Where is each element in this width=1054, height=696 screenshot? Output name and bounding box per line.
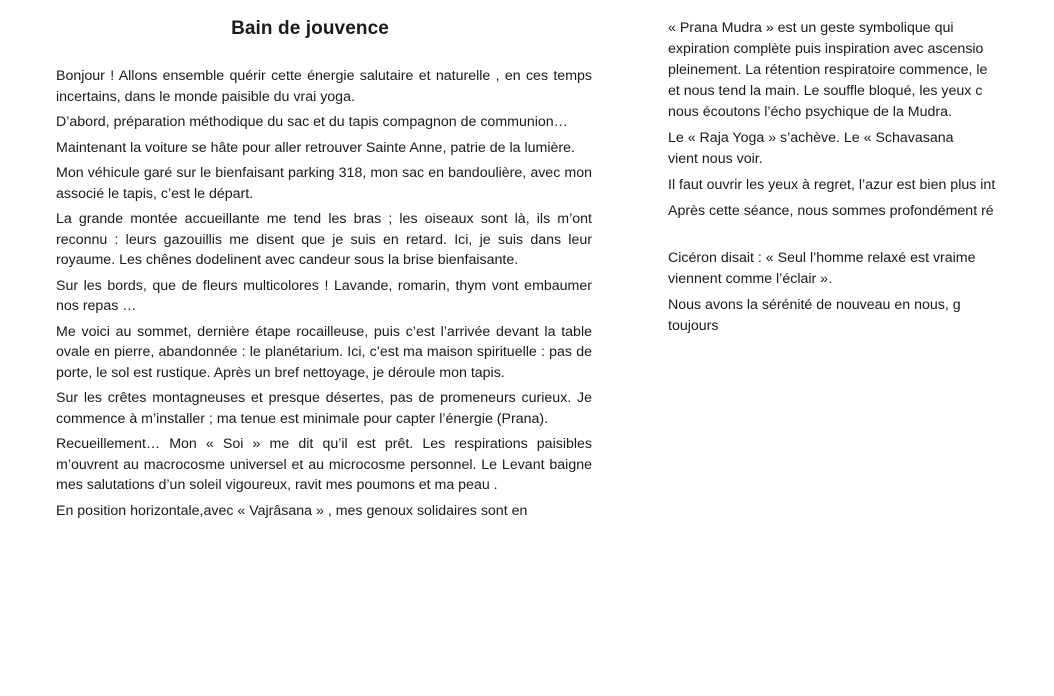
text-line: Nous avons la sérénité de nouveau en nous, g [668, 297, 961, 313]
paragraph: Sur les crêtes montagneuses et presque désertes, pas de promeneurs curieux. Je commence à m’installer ; ma tenue est minimale pour capter l’énergie (Prana). [56, 390, 592, 427]
paragraph: D’abord, préparation méthodique du sac et du tapis compagnon de communion… [56, 114, 568, 130]
paragraph: La grande montée accueillante me tend les bras ; les oiseaux sont là, ils m’ont reconnu : leurs gazouillis me disent que je suis en retard. Ici, je suis dans leur royaume. Les chênes dodelinent avec candeur sous la brise bienfaisante. [56, 211, 592, 268]
text-line: Le « Raja Yoga » s’achève. Le « Schavasana [668, 130, 954, 146]
text-line: pleinement. La rétention respiratoire commence, le [668, 62, 988, 78]
paragraph: Bonjour ! Allons ensemble quérir cette énergie salutaire et naturelle , en ces temps incertains, dans le monde paisible du vrai yoga. [56, 68, 592, 105]
left-text-column [56, 66, 592, 526]
right-page [668, 0, 1054, 696]
right-text-column [668, 18, 1054, 342]
text-line: Après cette séance, nous sommes profondément ré [668, 203, 994, 219]
text-line: Cicéron disait : « Seul l’homme relaxé est vraime [668, 250, 976, 266]
paragraph: Maintenant la voiture se hâte pour aller retrouver Sainte Anne, patrie de la lumière. [56, 139, 575, 156]
text-line: Il faut ouvrir les yeux à regret, l’azur est bien plus int [668, 177, 996, 193]
text-line: expiration complète puis inspiration avec ascensio [668, 41, 984, 57]
paragraph: Me voici au sommet, dernière étape rocailleuse, puis c’est l’arrivée devant la table ovale en pierre, abandonnée : le planétarium. Ici, c’est ma maison spirituelle : pas de porte, le sol est rustique. Après un bref nettoyage, je déroule mon tapis. [56, 323, 592, 381]
text-line: vient nous voir. [668, 151, 763, 167]
text-line: viennent comme l’éclair ». [668, 271, 833, 287]
text-line: et nous tend la main. Le souffle bloqué, les yeux c [668, 83, 983, 99]
paragraph: Recueillement… Mon « Soi » me dit qu’il est prêt. Les respirations paisibles m’ouvrent au macrocosme universel et au microcosme personnel. Le Levant baigne mes salutations d’un soleil vigoureux, ravit mes poumons et ma peau . [56, 436, 592, 493]
document-title: Bain de jouvence [231, 18, 389, 39]
paragraph: Sur les bords, que de fleurs multicolores ! Lavande, romarin, thym vont embaumer nos repas … [56, 277, 592, 314]
text-line: « Prana Mudra » est un geste symbolique qui [668, 20, 954, 36]
paragraph: En position horizontale,avec « Vajrâsana » , mes genoux solidaires sont en [56, 502, 528, 519]
text-line: nous écoutons l’écho psychique de la Mudra. [668, 104, 952, 120]
text-line: toujours [668, 318, 719, 334]
paragraph: Mon véhicule garé sur le bienfaisant parking 318, mon sac en bandoulière, avec mon associé le tapis, c’est le départ. [56, 165, 592, 202]
